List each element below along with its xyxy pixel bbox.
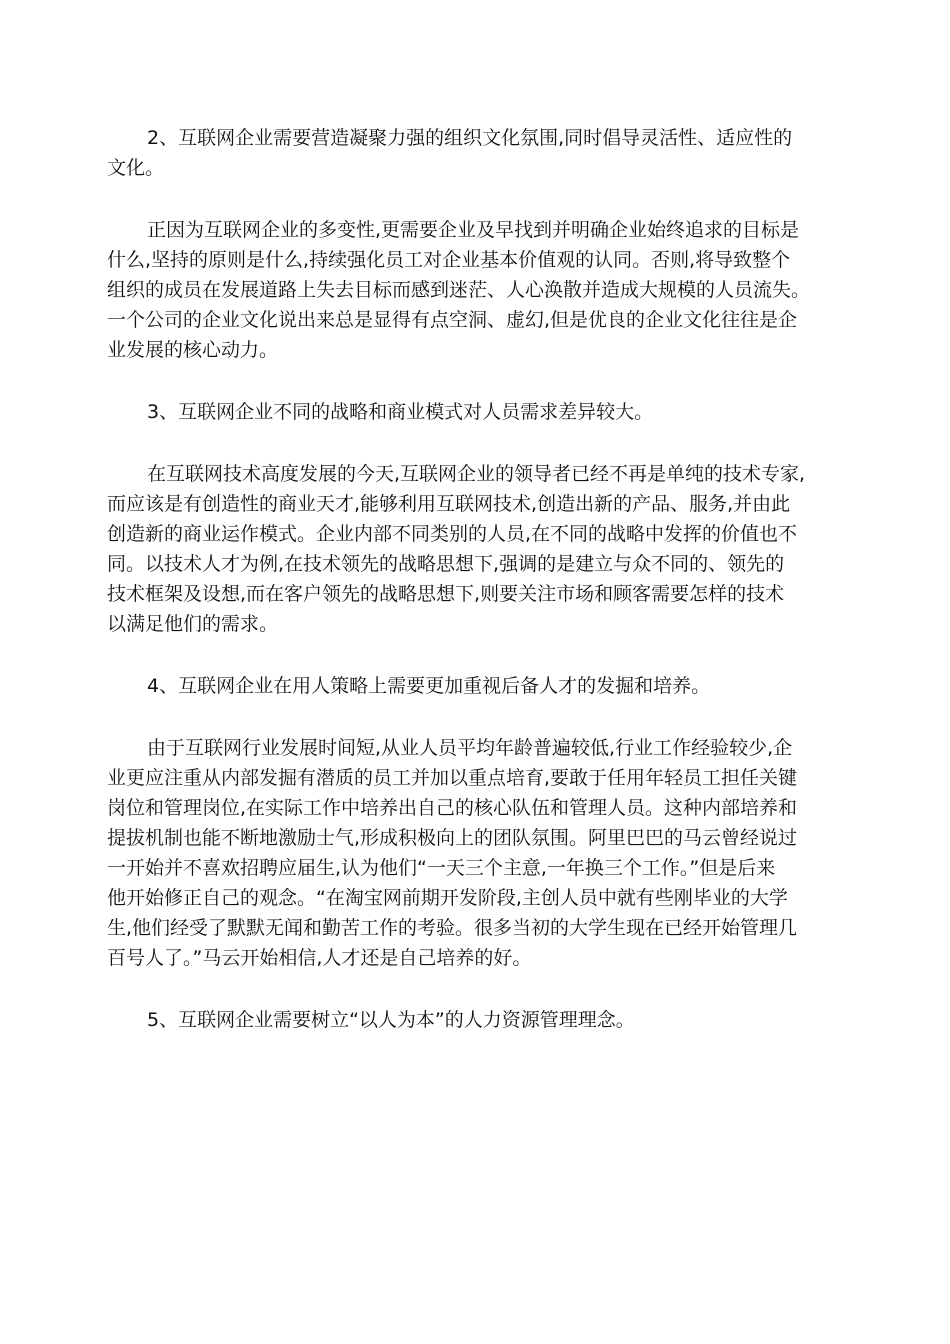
text-line: 同。以技术人才为例,在技术领先的战略思想下,强调的是建立与众不同的、领先的: [107, 553, 785, 575]
text-line: 文化。: [107, 157, 165, 179]
text-line: 一个公司的企业文化说出来总是显得有点空洞、虚幻,但是优良的企业文化往往是企: [107, 309, 798, 331]
text-line: 生,他们经受了默默无闻和勤苦工作的考验。很多当初的大学生现在已经开始管理几: [107, 917, 798, 939]
text-line: 技术框架及设想,而在客户领先的战略思想下,则要关注市场和顾客需要怎样的技术: [107, 583, 785, 605]
text-line: 创造新的商业运作模式。企业内部不同类别的人员,在不同的战略中发挥的价值也不: [107, 523, 798, 545]
text-line: 2、互联网企业需要营造凝聚力强的组织文化氛围,同时倡导灵活性、适应性的: [147, 127, 793, 149]
text-line: 他开始修正自己的观念。“在淘宝网前期开发阶段,主创人员中就有些刚毕业的大学: [107, 887, 788, 909]
heading-3: [107, 397, 849, 427]
text-line: 业发展的核心动力。: [107, 339, 279, 361]
text-line: 提拔机制也能不断地激励士气,形成积极向上的团队氛围。阿里巴巴的马云曾经说过: [107, 827, 798, 849]
text-line: 在互联网技术高度发展的今天,互联网企业的领导者已经不再是单纯的技术专家,: [147, 463, 806, 485]
text-line: 业更应注重从内部发掘有潜质的员工并加以重点培育,要敢于任用年轻员工担任关键: [107, 767, 798, 789]
text-line: 而应该是有创造性的商业天才,能够利用互联网技术,创造出新的产品、服务,并由此: [107, 493, 791, 515]
heading-4: [107, 671, 849, 701]
heading-2: [107, 123, 849, 183]
text-line: 由于互联网行业发展时间短,从业人员平均年龄普遍较低,行业工作经验较少,企: [147, 737, 793, 759]
text-line: 5、互联网企业需要树立“以人为本”的人力资源管理理念。: [147, 1009, 635, 1031]
paragraph: [107, 215, 849, 365]
text-line: 岗位和管理岗位,在实际工作中培养出自己的核心队伍和管理人员。这种内部培养和: [107, 797, 798, 819]
text-line: 一开始并不喜欢招聘应届生,认为他们“一天三个主意,一年换三个工作。”但是后来: [107, 857, 776, 879]
document-body: [107, 123, 849, 1067]
text-line: 什么,坚持的原则是什么,持续强化员工对企业基本价值观的认同。否则,将导致整个: [107, 249, 791, 271]
text-line: 百号人了。”马云开始相信,人才还是自己培养的好。: [107, 947, 532, 969]
text-line: 以满足他们的需求。: [107, 613, 279, 635]
text-line: 3、互联网企业不同的战略和商业模式对人员需求差异较大。: [147, 401, 654, 423]
text-line: 4、互联网企业在用人策略上需要更加重视后备人才的发掘和培养。: [147, 675, 711, 697]
text-line: 正因为互联网企业的多变性,更需要企业及早找到并明确企业始终追求的目标是: [147, 219, 800, 241]
heading-5: [107, 1005, 849, 1035]
paragraph: [107, 733, 849, 973]
text-line: 组织的成员在发展道路上失去目标而感到迷茫、人心涣散并造成大规模的人员流失。: [107, 279, 811, 301]
paragraph: [107, 459, 849, 639]
